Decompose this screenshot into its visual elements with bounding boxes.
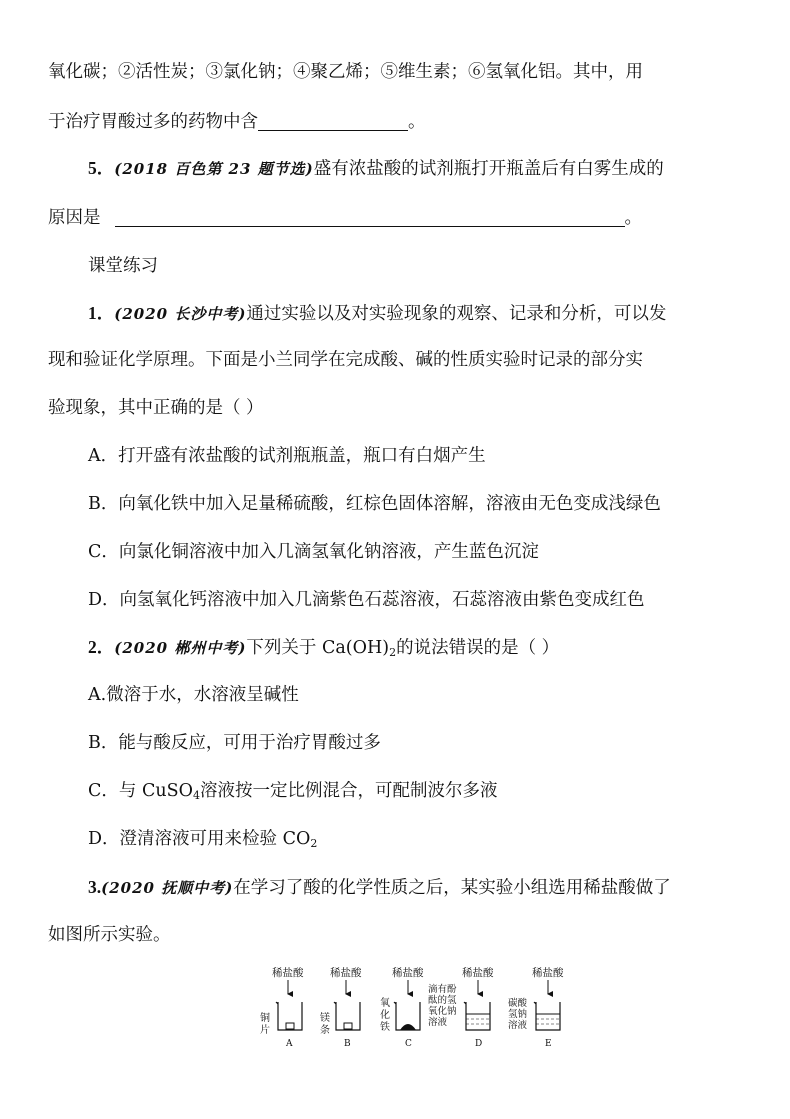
acid-label: 稀盐酸 bbox=[272, 967, 304, 979]
exercise-1-line-3: 验现象，其中正确的是（ ） bbox=[48, 398, 264, 418]
beaker-id: B bbox=[344, 1039, 351, 1049]
question-number: 2． bbox=[88, 637, 115, 657]
exercise-1-line-1 bbox=[88, 301, 788, 326]
question-source: (2020 抚顺中考) bbox=[101, 879, 234, 897]
option-text: 溶液按一定比例混合，可配制波尔多液 bbox=[199, 781, 498, 801]
question-number: 1． bbox=[88, 303, 115, 323]
beaker-icon bbox=[334, 1002, 360, 1030]
exercise-2-option-c bbox=[88, 779, 788, 803]
side-label: 铁 bbox=[380, 1022, 390, 1033]
prev-question-text: 于治疗胃酸过多的药物中含 bbox=[48, 112, 258, 132]
section-title: 课堂练习 bbox=[88, 256, 158, 276]
exercise-1-option-b: B．向氧化铁中加入足量稀硫酸，红棕色固体溶解，溶液由无色变成浅绿色 bbox=[88, 494, 661, 514]
beaker-icon bbox=[276, 1002, 302, 1030]
question-text: 的说法错误的是（ ） bbox=[396, 638, 560, 658]
exercise-2-option-a: A.微溶于水，水溶液呈碱性 bbox=[88, 685, 299, 705]
beaker-id: A bbox=[286, 1039, 293, 1049]
exercise-1-option-a: A．打开盛有浓盐酸的试剂瓶瓶盖，瓶口有白烟产生 bbox=[88, 446, 486, 466]
side-label: 铜 bbox=[260, 1013, 270, 1024]
question-5-line-2 bbox=[48, 206, 748, 230]
acid-label: 稀盐酸 bbox=[462, 967, 494, 979]
beaker-c bbox=[380, 966, 424, 1049]
beaker-id: E bbox=[545, 1039, 552, 1049]
exercise-1-option-d: D．向氢氧化钙溶液中加入几滴紫色石蕊溶液，石蕊溶液由紫色变成红色 bbox=[88, 590, 645, 610]
side-label: 碳酸 bbox=[508, 998, 528, 1009]
beaker-e bbox=[508, 966, 564, 1049]
question-number: 5． bbox=[88, 158, 115, 178]
question-source: (2020 郴州中考) bbox=[114, 639, 247, 657]
option-text: C．与 CuSO bbox=[88, 781, 193, 801]
beaker-icon bbox=[464, 1002, 490, 1030]
acid-label: 稀盐酸 bbox=[532, 967, 564, 979]
question-source: (2020 长沙中考) bbox=[114, 305, 247, 323]
subscript: 4 bbox=[192, 789, 200, 802]
beaker-a bbox=[260, 966, 304, 1049]
beaker-d bbox=[428, 966, 494, 1049]
exercise-1-option-c: C．向氯化铜溶液中加入几滴氢氧化钠溶液，产生蓝色沉淀 bbox=[88, 542, 539, 562]
option-text: D．澄清溶液可用来检验 CO bbox=[88, 829, 311, 849]
side-label: 氢钠 bbox=[508, 1009, 528, 1020]
beaker-icon bbox=[534, 1002, 560, 1030]
exercise-2-option-b: B．能与酸反应，可用于治疗胃酸过多 bbox=[88, 733, 381, 753]
side-label: 条 bbox=[320, 1025, 330, 1036]
question-text: 原因是 bbox=[48, 208, 101, 228]
exercise-3-line-2: 如图所示实验。 bbox=[48, 925, 171, 945]
iron-oxide-powder-icon bbox=[400, 1024, 416, 1030]
experiment-figure bbox=[250, 958, 580, 1058]
answer-blank[interactable] bbox=[258, 112, 408, 131]
side-label: 滴有酚 bbox=[428, 984, 457, 995]
copper-piece-icon bbox=[286, 1023, 294, 1029]
question-text: 盛有浓盐酸的试剂瓶打开瓶盖后有白雾生成的 bbox=[313, 159, 664, 179]
question-number: 3. bbox=[88, 877, 102, 897]
side-label: 化 bbox=[380, 1010, 390, 1021]
beaker-id: C bbox=[405, 1039, 412, 1049]
question-text: 在学习了酸的化学性质之后，某实验小组选用稀盐酸做了 bbox=[233, 878, 671, 898]
answer-blank[interactable] bbox=[115, 208, 625, 227]
prev-question-line-1: 氧化碳；②活性炭；③氯化钠；④聚乙烯；⑤维生素；⑥氢氧化铝。其中，用 bbox=[48, 62, 643, 82]
question-text: 通过实验以及对实验现象的观察、记录和分析，可以发 bbox=[246, 304, 667, 324]
exercise-1-line-2: 现和验证化学原理。下面是小兰同学在完成酸、碱的性质实验时记录的部分实 bbox=[48, 350, 643, 370]
punctuation: 。 bbox=[408, 112, 426, 132]
side-label: 氧 bbox=[380, 998, 390, 1009]
prev-question-line-2 bbox=[48, 110, 748, 134]
side-label: 片 bbox=[260, 1025, 270, 1036]
acid-label: 稀盐酸 bbox=[392, 967, 424, 979]
side-label: 溶液 bbox=[428, 1017, 448, 1028]
side-label: 氧化钠 bbox=[428, 1006, 457, 1017]
side-label: 溶液 bbox=[508, 1020, 528, 1031]
exercise-2-option-d bbox=[88, 827, 788, 851]
question-5-line-1 bbox=[88, 156, 788, 181]
question-source: (2018 百色第 23 题节选) bbox=[114, 160, 314, 178]
magnesium-strip-icon bbox=[344, 1023, 352, 1029]
exercise-3-line-1 bbox=[88, 875, 788, 900]
side-label: 镁 bbox=[320, 1013, 330, 1024]
beaker-id: D bbox=[475, 1039, 483, 1049]
question-text: 下列关于 Ca(OH) bbox=[246, 638, 390, 658]
punctuation: 。 bbox=[624, 208, 642, 228]
subscript: 2 bbox=[389, 646, 397, 659]
acid-label: 稀盐酸 bbox=[330, 967, 362, 979]
subscript: 2 bbox=[310, 837, 318, 850]
beaker-b bbox=[320, 966, 362, 1049]
exercise-2-stem bbox=[88, 635, 788, 660]
side-label: 酞的氢 bbox=[428, 995, 457, 1006]
